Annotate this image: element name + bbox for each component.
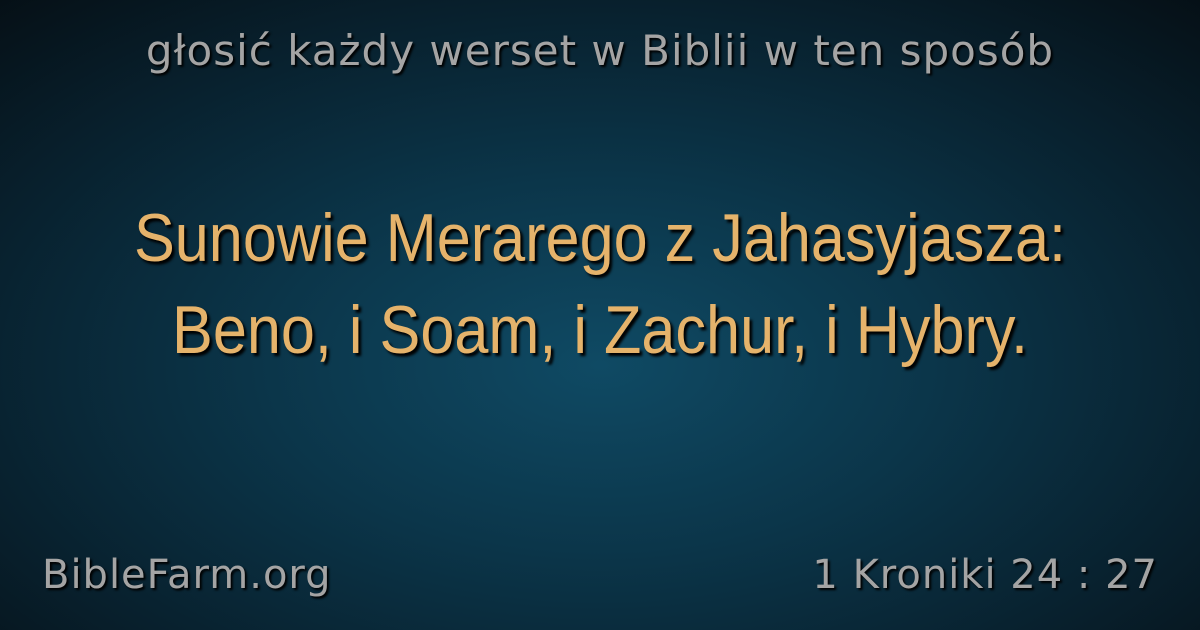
- tagline: głosić każdy werset w Biblii w ten sposób: [145, 26, 1055, 75]
- verse-line-1: Sunowie Merarego z Jahasyjasza:: [133, 200, 1067, 276]
- verse-reference: 1 Kroniki 24 : 27: [812, 552, 1158, 598]
- verse-line-2: Beno, i Soam, i Zachur, i Hybry.: [171, 292, 1028, 368]
- site-name: BibleFarm.org: [42, 552, 332, 598]
- verse-text: [87, 192, 1113, 376]
